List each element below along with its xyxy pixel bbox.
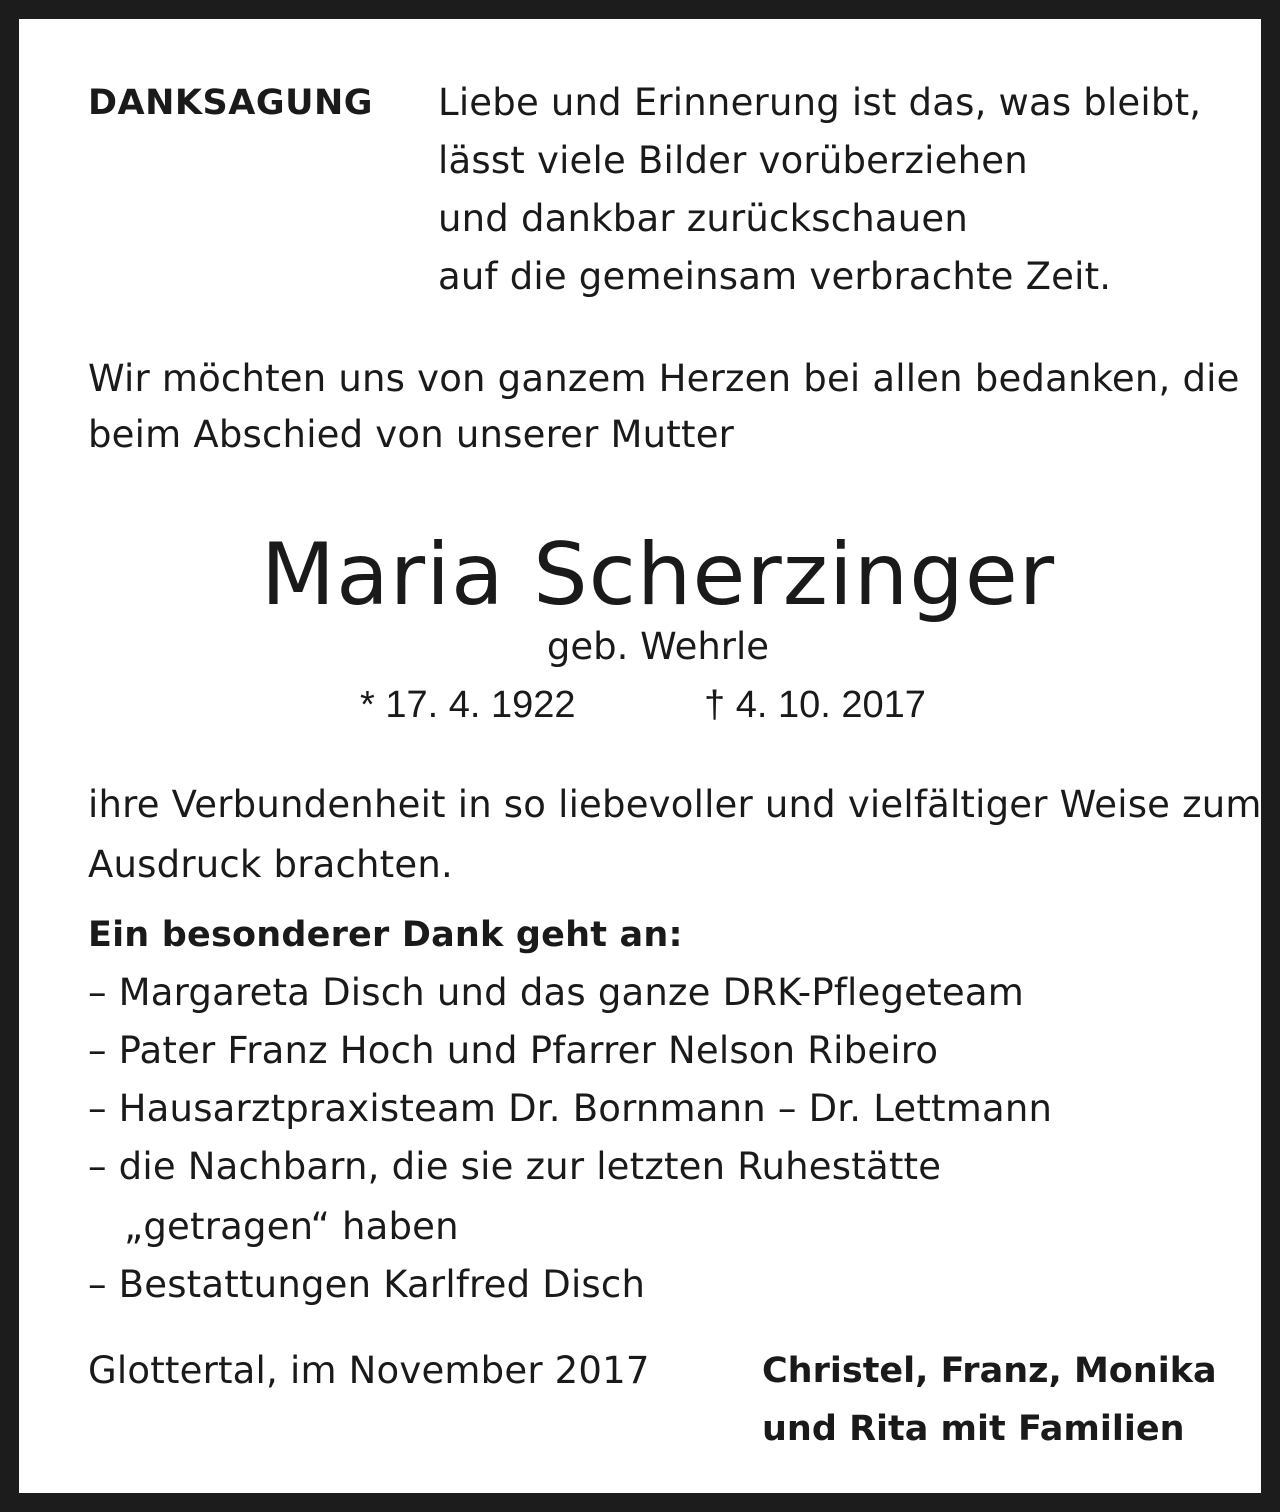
birth-date: * 17. 4. 1922 xyxy=(360,684,576,726)
poem-line-4: auf die gemeinsam verbrachte Zeit. xyxy=(438,255,1112,298)
deceased-name: Maria Scherzinger xyxy=(260,525,1056,625)
death-date: † 4. 10. 2017 xyxy=(704,684,926,726)
poem-line-3: und dankbar zurückschauen xyxy=(438,197,969,240)
continuation-line-1: ihre Verbundenheit in so liebevoller und vielfältiger Weise zum xyxy=(88,783,1262,826)
thanks-item: – Bestattungen Karlfred Disch xyxy=(88,1263,646,1306)
poem-line-1: Liebe und Erinnerung ist das, was bleibt, xyxy=(438,81,1202,124)
signature-line-1: Christel, Franz, Monika xyxy=(762,1351,1217,1391)
maiden-name: geb. Wehrle xyxy=(546,625,770,668)
thanks-item: – Pater Franz Hoch und Pfarrer Nelson Ribeiro xyxy=(88,1029,939,1072)
poem-line-2: lässt viele Bilder vorüberziehen xyxy=(438,139,1028,182)
continuation-line-2: Ausdruck brachten. xyxy=(88,843,453,886)
place-date: Glottertal, im November 2017 xyxy=(88,1349,650,1392)
signature-line-2: und Rita mit Familien xyxy=(762,1409,1185,1449)
notice-heading: DANKSAGUNG xyxy=(88,83,374,123)
thanks-heading: Ein besonderer Dank geht an: xyxy=(88,915,683,955)
thanks-item: – Hausarztpraxisteam Dr. Bornmann – Dr. Lettmann xyxy=(88,1087,1053,1130)
thanks-item: – Margareta Disch und das ganze DRK-Pflegeteam xyxy=(88,971,1024,1014)
intro-line-1: Wir möchten uns von ganzem Herzen bei allen bedanken, die xyxy=(88,357,1240,400)
thanks-item: – die Nachbarn, die sie zur letzten Ruhestätte xyxy=(88,1145,942,1188)
thanks-item-continuation: „getragen“ haben xyxy=(124,1205,459,1248)
intro-line-2: beim Abschied von unserer Mutter xyxy=(88,413,735,456)
